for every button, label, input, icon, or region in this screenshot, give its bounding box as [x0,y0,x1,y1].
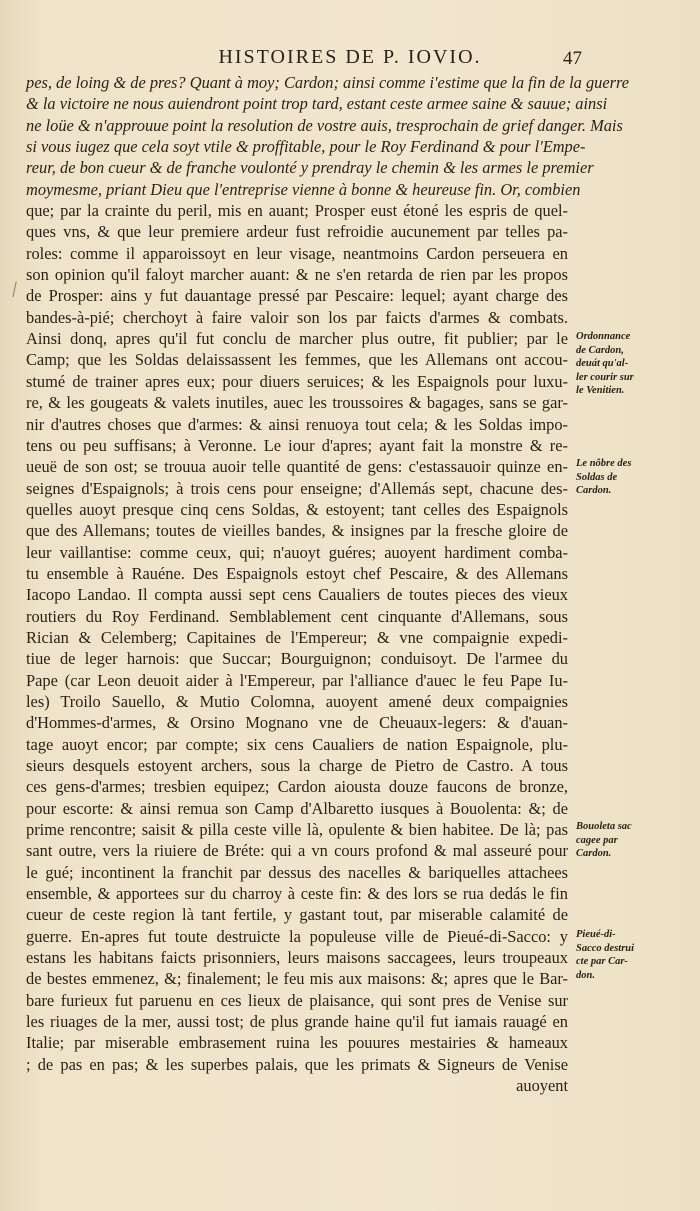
text-line: re, & les gougeats & valets inutiles, auec les troussoires & bagages, sans se gar- [26,393,568,413]
marginal-note-line: Cardon. [576,848,612,859]
marginal-note-line: Le nôbre des [576,458,632,469]
text-line: de bestes emmenez, &; finalement; le feu mis aux maisons: &; apres que le Bar- [26,969,568,989]
text-line: de Prosper: ains y fut dauantage pressé par Pescaire: lequel; ayant charge des [26,286,568,306]
text-line: Pape (car Leon deuoit aider à l'Empereur, par l'alliance d'auec le feu Pape Iu- [26,670,568,690]
text-line: sieurs desquels estoyent archers, sous la charge de Pietro de Castro. A tous [26,756,568,775]
text-line: d'Hommes-d'armes, & Orsino Mognano vne de Cheuaux-legers: & d'auan- [26,713,568,733]
marginal-note-nombre-soldas [576,457,698,498]
text-line: pour escorte: & ainsi remua son Camp d'Albaretto iusques à Bouolenta: &; de [26,798,568,818]
marginal-note-line: deuát qu'al- [576,358,629,369]
text-line: ensemble, & apportees sur du charroy à ceste fin: & des lors se rua dedás le fin [26,884,568,904]
marginal-note-line: cte par Car- [576,956,628,967]
text-line: stumé de trainer apres eux; pour diuers seruices; & les Espaignols pour luxu- [26,371,568,391]
text-line: quelles auoyt presque cinq cens Soldas, & estoyent; tant celles des Espaignols [26,499,568,519]
text-line: bandes-à-pié; cherchoyt à faire valoir son los par faicts d'armes & combats. [26,307,568,327]
marginal-note-line: cagee par [576,834,618,846]
text-line: Iacopo Landao. Il compta aussi sept cens Caualiers de toutes pieces des vieux [26,585,568,605]
text-line: nir d'autres choses que d'armes: & ainsi renuoya tout cela; & les Soldas impo- [26,414,568,434]
text-line: ueuë de son ost; se trouua auoir telle quantité de gens: c'estassauoir quinze en- [26,457,568,477]
text-line: & la victoire ne nous auiendront point trop tard, estant ceste armee saine & sauue; ainsi [26,94,608,114]
text-line: les) Troilo Sauello, & Mutio Colomna, auoyent amené deux compaignies [26,691,568,711]
page-number: 47 [563,48,582,69]
marginal-note-line: Cardon. [576,485,612,496]
marginal-note-line: Sacco destrui [576,942,635,954]
text-line: guerre. En-apres fut toute destruicte la populeuse ville de Pieué-di-Sacco: y [26,926,568,946]
catchword: auoyent [516,1076,568,1096]
text-line: le gué; incontinent la franchit par dessus des nacelles & bariquelles attachees [26,862,568,882]
text-line: si vous iugez que cela soyt vtile & proffitable, pour le Roy Ferdinand & pour l'Empe- [26,137,586,157]
margin-pen-mark [12,281,22,298]
text-line: que; par la crainte du peril, mis en auant; Prosper eust étoné les espris de quel- [26,201,568,221]
marginal-note-line: ler courir sur [576,371,634,383]
text-line: ; de pas en pas; & les superbes palais, que les primats & Signeurs de Venise [26,1054,568,1074]
page-header [0,46,700,70]
marginal-note-line: don. [576,969,595,981]
text-line: prime rencontre; saisit & pilla ceste ville là, opulente & bien habitee. De là; pas [26,820,568,840]
text-line: bare furieux fut paruenu en ces lieux de plaisance, qui sont pres de Venise sur [26,990,568,1010]
text-line: tu ensemble à Rauéne. Des Espaignols estoyt chef Pescaire, & des Allemans [26,563,568,583]
text-line: ces gens-d'armes; tresbien equipez; Cardon aiousta douze faucons de bronze, [26,777,568,797]
text-line: Italie; par miserable embrasement ruina les pouures mestairies & hameaux [26,1033,568,1053]
text-line: cueur de ceste region là tant fertile, y gastant tout, par miserable calamité de [26,905,568,925]
marginal-note-line: Bouoleta sac [576,821,632,832]
text-line: Camp; que les Soldas delaissassent les femmes, que les Allemans ont accou- [26,350,568,370]
text-line: sant outre, vers la riuiere de Bréte: qui a vn cours profond & mal asseuré pour [26,841,568,861]
text-line: reur, de bon cueur & de franche voulonté y prendray le chemin & les armes le premier [26,158,594,178]
text-line: Rician & Celemberg; Capitaines de l'Empereur; & vne compaignie expedi- [26,627,568,647]
text-line: estans les habitans faicts prisonniers, leurs maisons saccagees, leurs troupeaux [26,948,568,968]
marginal-note-line: Pieué-di- [576,929,616,940]
text-line: roles: comme il apparoissoyt en leur visage, neantmoins Cardon perseuera en [26,243,568,263]
text-line: seignes d'Espaignols; à trois cens pour enseigne; d'Allemás sept, chacune des- [26,478,568,498]
marginal-note-pieue-di-sacco [576,928,698,982]
text-line: ne loüe & n'approuue point la resolution de vostre auis, tresprochain de grief danger. Mais [26,115,623,135]
marginal-note-line: le Venitien. [576,385,625,396]
marginal-note-line: Ordonnance [576,331,631,342]
text-line: son opinion qu'il faloyt marcher auant: & ne s'en retarda de rien par les propos [26,265,568,285]
marginal-note-bouoleta [576,820,698,861]
text-line: moymesme, priant Dieu que l'entreprise vienne à bonne & heureuse fin. Or, combien [26,179,581,199]
text-line: tage auoyt encor; par compte; six cens Caualiers de nation Espaignole, plu- [26,734,568,754]
marginal-note-ordonnance [576,330,698,398]
marginal-note-line: Soldas de [576,471,618,483]
marginal-note-line: de Cardon, [576,344,624,356]
running-title: HISTOIRES DE P. IOVIO. [218,46,482,68]
text-line: que des Allemans; toutes de vieilles bandes, & insignes par la fresche gloire de [26,521,568,541]
text-line: pes, de loing & de pres? Quant à moy; Cardon; ainsi comme i'estime que la fin de la guerre [26,73,630,92]
text-line: leur vaillantise: comme ceux, qui; n'auoyt guéres; auoyent hardiment comba- [26,542,568,562]
text-line: Ainsi donq, apres qu'il fut conclu de marcher plus outre, fit publier; par le [26,329,568,349]
text-line: tens ou peu suffisans; à Veronne. Le iour d'apres; ayant fait la monstre & re- [26,435,568,455]
text-line: ques vns, & que leur premiere ardeur fust refroidie aucunement par telles pa- [26,222,568,242]
text-line: routiers du Roy Ferdinand. Semblablement cent cinquante d'Allemans, sous [26,606,568,626]
text-line: les riuages de la mer, aussi tost; de plus grande haine qu'il fut iamais rauagé en [26,1012,568,1032]
text-line: tiue de leger harnois: que Succar; Bourguignon; conduisoyt. De l'armee du [26,649,568,669]
